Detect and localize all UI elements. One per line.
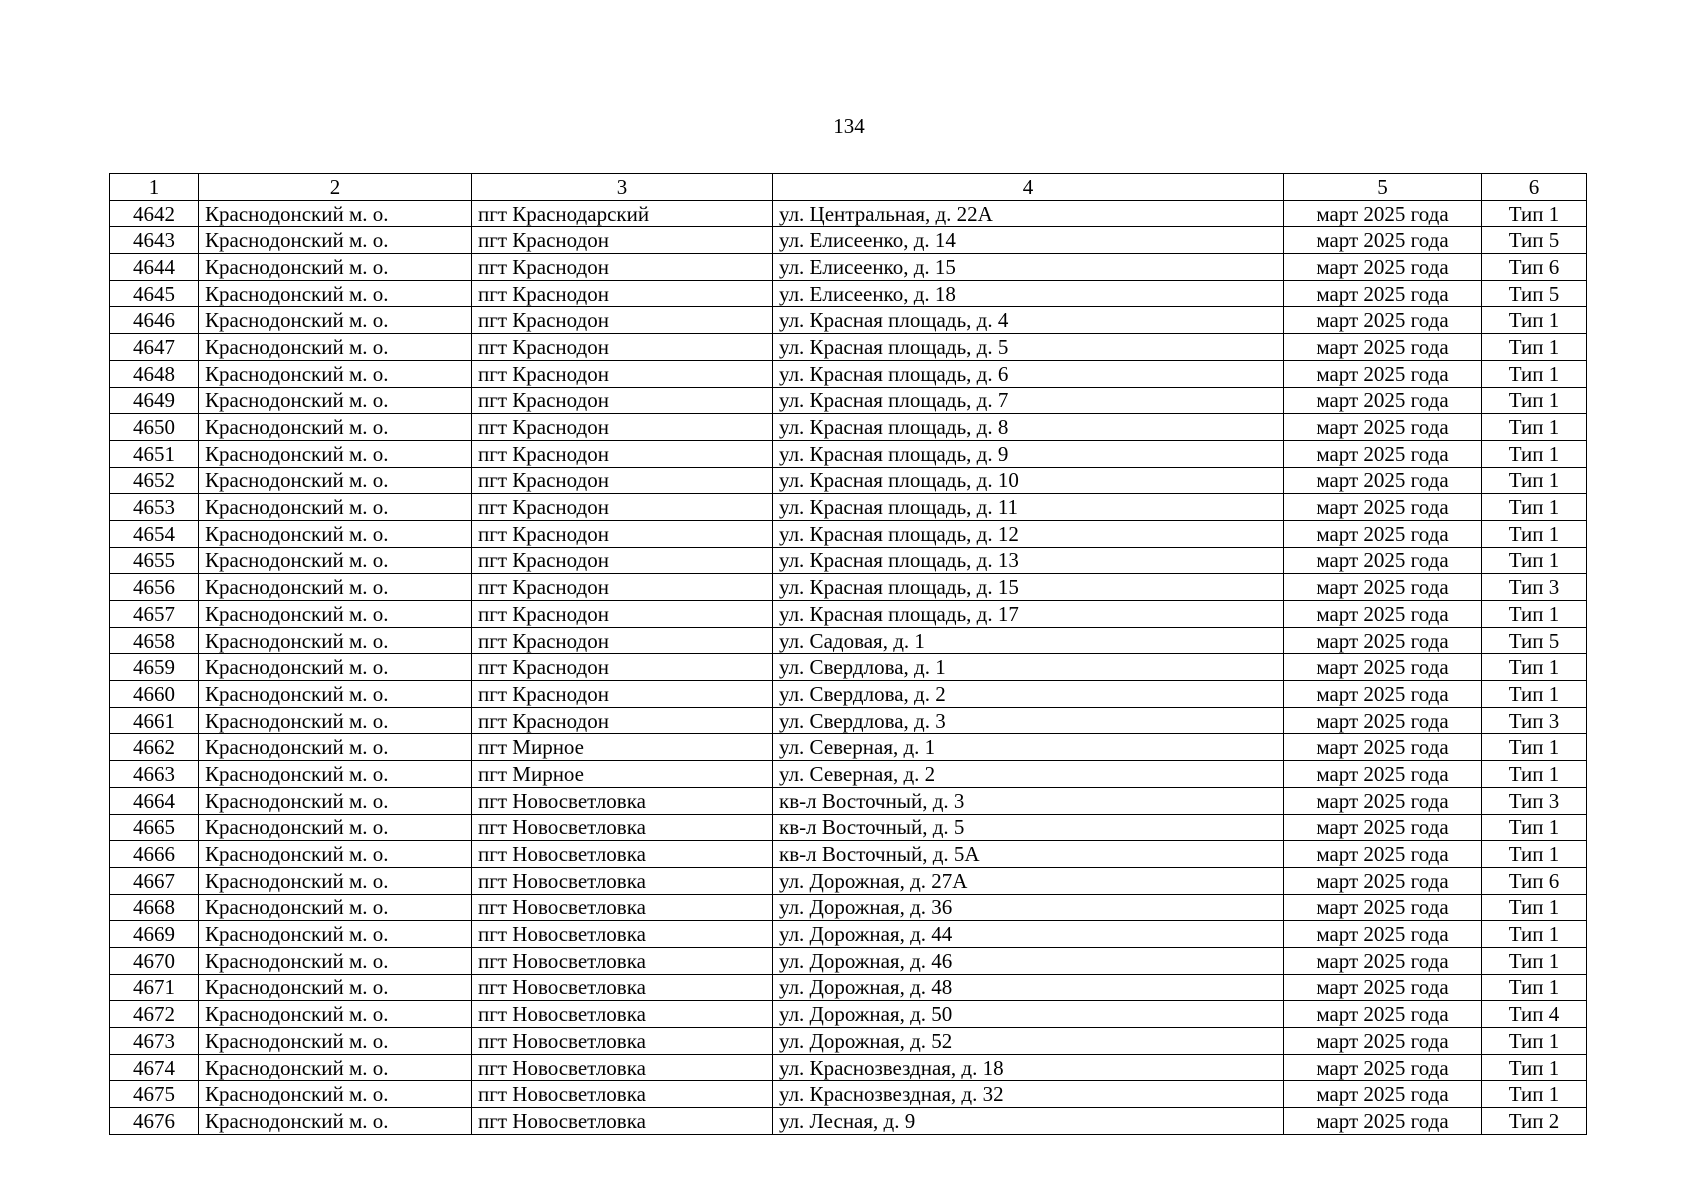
settlement-cell: пгт Мирное bbox=[472, 734, 773, 761]
table-row bbox=[110, 1081, 1587, 1108]
address-cell: ул. Краснозвездная, д. 32 bbox=[773, 1081, 1284, 1108]
address-cell: кв-л Восточный, д. 3 bbox=[773, 787, 1284, 814]
address-cell: ул. Свердлова, д. 1 bbox=[773, 654, 1284, 681]
table-row bbox=[110, 1108, 1587, 1135]
row-number-cell: 4649 bbox=[110, 387, 199, 414]
date-cell: март 2025 года bbox=[1284, 387, 1482, 414]
header-col-1: 1 bbox=[110, 174, 199, 201]
type-cell: Тип 1 bbox=[1482, 360, 1587, 387]
date-cell: март 2025 года bbox=[1284, 1001, 1482, 1028]
row-number-cell: 4648 bbox=[110, 360, 199, 387]
date-cell: март 2025 года bbox=[1284, 761, 1482, 788]
table-row bbox=[110, 1054, 1587, 1081]
type-cell: Тип 3 bbox=[1482, 707, 1587, 734]
table-row bbox=[110, 334, 1587, 361]
settlement-cell: пгт Краснодон bbox=[472, 681, 773, 708]
row-number-cell: 4664 bbox=[110, 787, 199, 814]
municipality-cell: Краснодонский м. о. bbox=[199, 681, 472, 708]
address-cell: ул. Красная площадь, д. 8 bbox=[773, 414, 1284, 441]
date-cell: март 2025 года bbox=[1284, 947, 1482, 974]
row-number-cell: 4661 bbox=[110, 707, 199, 734]
municipality-cell: Краснодонский м. о. bbox=[199, 734, 472, 761]
date-cell: март 2025 года bbox=[1284, 1081, 1482, 1108]
settlement-cell: пгт Новосветловка bbox=[472, 787, 773, 814]
table-row bbox=[110, 841, 1587, 868]
type-cell: Тип 1 bbox=[1482, 947, 1587, 974]
table-row bbox=[110, 814, 1587, 841]
date-cell: март 2025 года bbox=[1284, 841, 1482, 868]
type-cell: Тип 1 bbox=[1482, 734, 1587, 761]
municipality-cell: Краснодонский м. о. bbox=[199, 1001, 472, 1028]
municipality-cell: Краснодонский м. о. bbox=[199, 787, 472, 814]
type-cell: Тип 6 bbox=[1482, 867, 1587, 894]
row-number-cell: 4675 bbox=[110, 1081, 199, 1108]
address-cell: ул. Красная площадь, д. 12 bbox=[773, 520, 1284, 547]
type-cell: Тип 1 bbox=[1482, 894, 1587, 921]
municipality-cell: Краснодонский м. о. bbox=[199, 921, 472, 948]
table-row bbox=[110, 787, 1587, 814]
table-row bbox=[110, 574, 1587, 601]
header-col-2: 2 bbox=[199, 174, 472, 201]
type-cell: Тип 1 bbox=[1482, 334, 1587, 361]
address-cell: ул. Дорожная, д. 52 bbox=[773, 1028, 1284, 1055]
settlement-cell: пгт Новосветловка bbox=[472, 894, 773, 921]
table-row bbox=[110, 414, 1587, 441]
municipality-cell: Краснодонский м. о. bbox=[199, 1054, 472, 1081]
table-row bbox=[110, 254, 1587, 281]
header-col-5: 5 bbox=[1284, 174, 1482, 201]
address-cell: ул. Северная, д. 2 bbox=[773, 761, 1284, 788]
address-cell: ул. Красная площадь, д. 4 bbox=[773, 307, 1284, 334]
date-cell: март 2025 года bbox=[1284, 334, 1482, 361]
date-cell: март 2025 года bbox=[1284, 494, 1482, 521]
date-cell: март 2025 года bbox=[1284, 280, 1482, 307]
date-cell: март 2025 года bbox=[1284, 707, 1482, 734]
type-cell: Тип 3 bbox=[1482, 787, 1587, 814]
settlement-cell: пгт Краснодон bbox=[472, 254, 773, 281]
date-cell: март 2025 года bbox=[1284, 414, 1482, 441]
type-cell: Тип 5 bbox=[1482, 627, 1587, 654]
date-cell: март 2025 года bbox=[1284, 467, 1482, 494]
table-row bbox=[110, 974, 1587, 1001]
row-number-cell: 4671 bbox=[110, 974, 199, 1001]
municipality-cell: Краснодонский м. о. bbox=[199, 520, 472, 547]
date-cell: март 2025 года bbox=[1284, 1108, 1482, 1135]
header-col-4: 4 bbox=[773, 174, 1284, 201]
table-row bbox=[110, 867, 1587, 894]
settlement-cell: пгт Новосветловка bbox=[472, 921, 773, 948]
settlement-cell: пгт Краснодарский bbox=[472, 200, 773, 227]
municipality-cell: Краснодонский м. о. bbox=[199, 360, 472, 387]
municipality-cell: Краснодонский м. о. bbox=[199, 494, 472, 521]
table-row bbox=[110, 360, 1587, 387]
table-row bbox=[110, 894, 1587, 921]
settlement-cell: пгт Краснодон bbox=[472, 467, 773, 494]
row-number-cell: 4651 bbox=[110, 440, 199, 467]
municipality-cell: Краснодонский м. о. bbox=[199, 414, 472, 441]
address-cell: ул. Красная площадь, д. 5 bbox=[773, 334, 1284, 361]
type-cell: Тип 1 bbox=[1482, 921, 1587, 948]
row-number-cell: 4650 bbox=[110, 414, 199, 441]
settlement-cell: пгт Краснодон bbox=[472, 547, 773, 574]
date-cell: март 2025 года bbox=[1284, 787, 1482, 814]
address-cell: ул. Свердлова, д. 3 bbox=[773, 707, 1284, 734]
type-cell: Тип 1 bbox=[1482, 547, 1587, 574]
address-cell: ул. Дорожная, д. 44 bbox=[773, 921, 1284, 948]
address-cell: ул. Северная, д. 1 bbox=[773, 734, 1284, 761]
settlement-cell: пгт Краснодон bbox=[472, 654, 773, 681]
date-cell: март 2025 года bbox=[1284, 921, 1482, 948]
type-cell: Тип 1 bbox=[1482, 200, 1587, 227]
date-cell: март 2025 года bbox=[1284, 520, 1482, 547]
settlement-cell: пгт Новосветловка bbox=[472, 1001, 773, 1028]
address-cell: ул. Дорожная, д. 48 bbox=[773, 974, 1284, 1001]
address-cell: ул. Елисеенко, д. 15 bbox=[773, 254, 1284, 281]
table-row bbox=[110, 1028, 1587, 1055]
municipality-cell: Краснодонский м. о. bbox=[199, 467, 472, 494]
row-number-cell: 4643 bbox=[110, 227, 199, 254]
type-cell: Тип 1 bbox=[1482, 414, 1587, 441]
type-cell: Тип 1 bbox=[1482, 974, 1587, 1001]
row-number-cell: 4660 bbox=[110, 681, 199, 708]
table-row bbox=[110, 547, 1587, 574]
settlement-cell: пгт Новосветловка bbox=[472, 841, 773, 868]
address-cell: ул. Красная площадь, д. 11 bbox=[773, 494, 1284, 521]
row-number-cell: 4666 bbox=[110, 841, 199, 868]
type-cell: Тип 1 bbox=[1482, 520, 1587, 547]
date-cell: март 2025 года bbox=[1284, 814, 1482, 841]
type-cell: Тип 1 bbox=[1482, 467, 1587, 494]
address-cell: ул. Свердлова, д. 2 bbox=[773, 681, 1284, 708]
type-cell: Тип 5 bbox=[1482, 227, 1587, 254]
address-cell: ул. Красная площадь, д. 6 bbox=[773, 360, 1284, 387]
settlement-cell: пгт Новосветловка bbox=[472, 1054, 773, 1081]
municipality-cell: Краснодонский м. о. bbox=[199, 947, 472, 974]
municipality-cell: Краснодонский м. о. bbox=[199, 307, 472, 334]
settlement-cell: пгт Новосветловка bbox=[472, 814, 773, 841]
row-number-cell: 4670 bbox=[110, 947, 199, 974]
settlement-cell: пгт Новосветловка bbox=[472, 1028, 773, 1055]
date-cell: март 2025 года bbox=[1284, 307, 1482, 334]
municipality-cell: Краснодонский м. о. bbox=[199, 601, 472, 628]
settlement-cell: пгт Краснодон bbox=[472, 414, 773, 441]
row-number-cell: 4658 bbox=[110, 627, 199, 654]
row-number-cell: 4653 bbox=[110, 494, 199, 521]
row-number-cell: 4657 bbox=[110, 601, 199, 628]
address-cell: кв-л Восточный, д. 5А bbox=[773, 841, 1284, 868]
table-row bbox=[110, 654, 1587, 681]
date-cell: март 2025 года bbox=[1284, 440, 1482, 467]
row-number-cell: 4665 bbox=[110, 814, 199, 841]
settlement-cell: пгт Краснодон bbox=[472, 334, 773, 361]
type-cell: Тип 1 bbox=[1482, 1081, 1587, 1108]
date-cell: март 2025 года bbox=[1284, 734, 1482, 761]
page-number: 134 bbox=[833, 114, 865, 138]
settlement-cell: пгт Новосветловка bbox=[472, 1108, 773, 1135]
table-header-row bbox=[110, 174, 1587, 201]
type-cell: Тип 1 bbox=[1482, 440, 1587, 467]
settlement-cell: пгт Новосветловка bbox=[472, 867, 773, 894]
address-cell: кв-л Восточный, д. 5 bbox=[773, 814, 1284, 841]
type-cell: Тип 3 bbox=[1482, 574, 1587, 601]
type-cell: Тип 1 bbox=[1482, 654, 1587, 681]
table-row bbox=[110, 761, 1587, 788]
municipality-cell: Краснодонский м. о. bbox=[199, 974, 472, 1001]
municipality-cell: Краснодонский м. о. bbox=[199, 227, 472, 254]
table-row bbox=[110, 1001, 1587, 1028]
date-cell: март 2025 года bbox=[1284, 574, 1482, 601]
type-cell: Тип 5 bbox=[1482, 280, 1587, 307]
row-number-cell: 4654 bbox=[110, 520, 199, 547]
row-number-cell: 4668 bbox=[110, 894, 199, 921]
row-number-cell: 4646 bbox=[110, 307, 199, 334]
table-row bbox=[110, 440, 1587, 467]
address-cell: ул. Краснозвездная, д. 18 bbox=[773, 1054, 1284, 1081]
row-number-cell: 4642 bbox=[110, 200, 199, 227]
table-row bbox=[110, 627, 1587, 654]
header-col-6: 6 bbox=[1482, 174, 1587, 201]
row-number-cell: 4676 bbox=[110, 1108, 199, 1135]
table-row bbox=[110, 520, 1587, 547]
header-col-3: 3 bbox=[472, 174, 773, 201]
table-row bbox=[110, 280, 1587, 307]
type-cell: Тип 1 bbox=[1482, 387, 1587, 414]
date-cell: март 2025 года bbox=[1284, 254, 1482, 281]
municipality-cell: Краснодонский м. о. bbox=[199, 867, 472, 894]
table-row bbox=[110, 467, 1587, 494]
settlement-cell: пгт Новосветловка bbox=[472, 1081, 773, 1108]
date-cell: март 2025 года bbox=[1284, 974, 1482, 1001]
date-cell: март 2025 года bbox=[1284, 360, 1482, 387]
settlement-cell: пгт Новосветловка bbox=[472, 974, 773, 1001]
table-row bbox=[110, 921, 1587, 948]
date-cell: март 2025 года bbox=[1284, 1054, 1482, 1081]
date-cell: март 2025 года bbox=[1284, 1028, 1482, 1055]
table-row bbox=[110, 227, 1587, 254]
type-cell: Тип 1 bbox=[1482, 1028, 1587, 1055]
date-cell: март 2025 года bbox=[1284, 867, 1482, 894]
date-cell: март 2025 года bbox=[1284, 227, 1482, 254]
address-cell: ул. Красная площадь, д. 10 bbox=[773, 467, 1284, 494]
municipality-cell: Краснодонский м. о. bbox=[199, 761, 472, 788]
municipality-cell: Краснодонский м. о. bbox=[199, 627, 472, 654]
table-row bbox=[110, 387, 1587, 414]
address-cell: ул. Красная площадь, д. 7 bbox=[773, 387, 1284, 414]
row-number-cell: 4667 bbox=[110, 867, 199, 894]
table-row bbox=[110, 601, 1587, 628]
settlement-cell: пгт Краснодон bbox=[472, 360, 773, 387]
table-row bbox=[110, 707, 1587, 734]
date-cell: март 2025 года bbox=[1284, 894, 1482, 921]
address-cell: ул. Дорожная, д. 27А bbox=[773, 867, 1284, 894]
table-row bbox=[110, 200, 1587, 227]
date-cell: март 2025 года bbox=[1284, 547, 1482, 574]
type-cell: Тип 6 bbox=[1482, 254, 1587, 281]
row-number-cell: 4652 bbox=[110, 467, 199, 494]
settlement-cell: пгт Краснодон bbox=[472, 520, 773, 547]
municipality-cell: Краснодонский м. о. bbox=[199, 654, 472, 681]
municipality-cell: Краснодонский м. о. bbox=[199, 547, 472, 574]
municipality-cell: Краснодонский м. о. bbox=[199, 841, 472, 868]
date-cell: март 2025 года bbox=[1284, 627, 1482, 654]
municipality-cell: Краснодонский м. о. bbox=[199, 1028, 472, 1055]
settlement-cell: пгт Мирное bbox=[472, 761, 773, 788]
settlement-cell: пгт Краснодон bbox=[472, 627, 773, 654]
address-cell: ул. Дорожная, д. 46 bbox=[773, 947, 1284, 974]
municipality-cell: Краснодонский м. о. bbox=[199, 1081, 472, 1108]
type-cell: Тип 1 bbox=[1482, 494, 1587, 521]
row-number-cell: 4659 bbox=[110, 654, 199, 681]
type-cell: Тип 1 bbox=[1482, 1054, 1587, 1081]
type-cell: Тип 4 bbox=[1482, 1001, 1587, 1028]
settlement-cell: пгт Краснодон bbox=[472, 280, 773, 307]
row-number-cell: 4673 bbox=[110, 1028, 199, 1055]
municipality-cell: Краснодонский м. о. bbox=[199, 200, 472, 227]
row-number-cell: 4656 bbox=[110, 574, 199, 601]
settlement-cell: пгт Краснодон bbox=[472, 574, 773, 601]
row-number-cell: 4662 bbox=[110, 734, 199, 761]
address-cell: ул. Елисеенко, д. 18 bbox=[773, 280, 1284, 307]
municipality-cell: Краснодонский м. о. bbox=[199, 1108, 472, 1135]
row-number-cell: 4644 bbox=[110, 254, 199, 281]
row-number-cell: 4645 bbox=[110, 280, 199, 307]
municipality-cell: Краснодонский м. о. bbox=[199, 894, 472, 921]
address-cell: ул. Садовая, д. 1 bbox=[773, 627, 1284, 654]
settlement-cell: пгт Краснодон bbox=[472, 307, 773, 334]
table-row bbox=[110, 734, 1587, 761]
registry-table bbox=[109, 173, 1587, 1135]
row-number-cell: 4672 bbox=[110, 1001, 199, 1028]
settlement-cell: пгт Краснодон bbox=[472, 707, 773, 734]
row-number-cell: 4647 bbox=[110, 334, 199, 361]
address-cell: ул. Лесная, д. 9 bbox=[773, 1108, 1284, 1135]
date-cell: март 2025 года bbox=[1284, 601, 1482, 628]
address-cell: ул. Дорожная, д. 36 bbox=[773, 894, 1284, 921]
row-number-cell: 4669 bbox=[110, 921, 199, 948]
date-cell: март 2025 года bbox=[1284, 681, 1482, 708]
date-cell: март 2025 года bbox=[1284, 654, 1482, 681]
row-number-cell: 4663 bbox=[110, 761, 199, 788]
row-number-cell: 4674 bbox=[110, 1054, 199, 1081]
municipality-cell: Краснодонский м. о. bbox=[199, 254, 472, 281]
settlement-cell: пгт Краснодон bbox=[472, 440, 773, 467]
address-cell: ул. Центральная, д. 22А bbox=[773, 200, 1284, 227]
settlement-cell: пгт Краснодон bbox=[472, 494, 773, 521]
address-cell: ул. Красная площадь, д. 17 bbox=[773, 601, 1284, 628]
settlement-cell: пгт Краснодон bbox=[472, 601, 773, 628]
municipality-cell: Краснодонский м. о. bbox=[199, 814, 472, 841]
type-cell: Тип 1 bbox=[1482, 814, 1587, 841]
address-cell: ул. Красная площадь, д. 9 bbox=[773, 440, 1284, 467]
municipality-cell: Краснодонский м. о. bbox=[199, 574, 472, 601]
municipality-cell: Краснодонский м. о. bbox=[199, 707, 472, 734]
type-cell: Тип 1 bbox=[1482, 601, 1587, 628]
address-cell: ул. Дорожная, д. 50 bbox=[773, 1001, 1284, 1028]
date-cell: март 2025 года bbox=[1284, 200, 1482, 227]
type-cell: Тип 1 bbox=[1482, 307, 1587, 334]
table-row bbox=[110, 494, 1587, 521]
type-cell: Тип 2 bbox=[1482, 1108, 1587, 1135]
type-cell: Тип 1 bbox=[1482, 761, 1587, 788]
table-row bbox=[110, 947, 1587, 974]
table-row bbox=[110, 307, 1587, 334]
address-cell: ул. Красная площадь, д. 15 bbox=[773, 574, 1284, 601]
table-row bbox=[110, 681, 1587, 708]
settlement-cell: пгт Краснодон bbox=[472, 227, 773, 254]
municipality-cell: Краснодонский м. о. bbox=[199, 280, 472, 307]
address-cell: ул. Красная площадь, д. 13 bbox=[773, 547, 1284, 574]
municipality-cell: Краснодонский м. о. bbox=[199, 334, 472, 361]
type-cell: Тип 1 bbox=[1482, 841, 1587, 868]
settlement-cell: пгт Новосветловка bbox=[472, 947, 773, 974]
type-cell: Тип 1 bbox=[1482, 681, 1587, 708]
municipality-cell: Краснодонский м. о. bbox=[199, 387, 472, 414]
row-number-cell: 4655 bbox=[110, 547, 199, 574]
table-body bbox=[110, 200, 1587, 1134]
municipality-cell: Краснодонский м. о. bbox=[199, 440, 472, 467]
settlement-cell: пгт Краснодон bbox=[472, 387, 773, 414]
address-cell: ул. Елисеенко, д. 14 bbox=[773, 227, 1284, 254]
